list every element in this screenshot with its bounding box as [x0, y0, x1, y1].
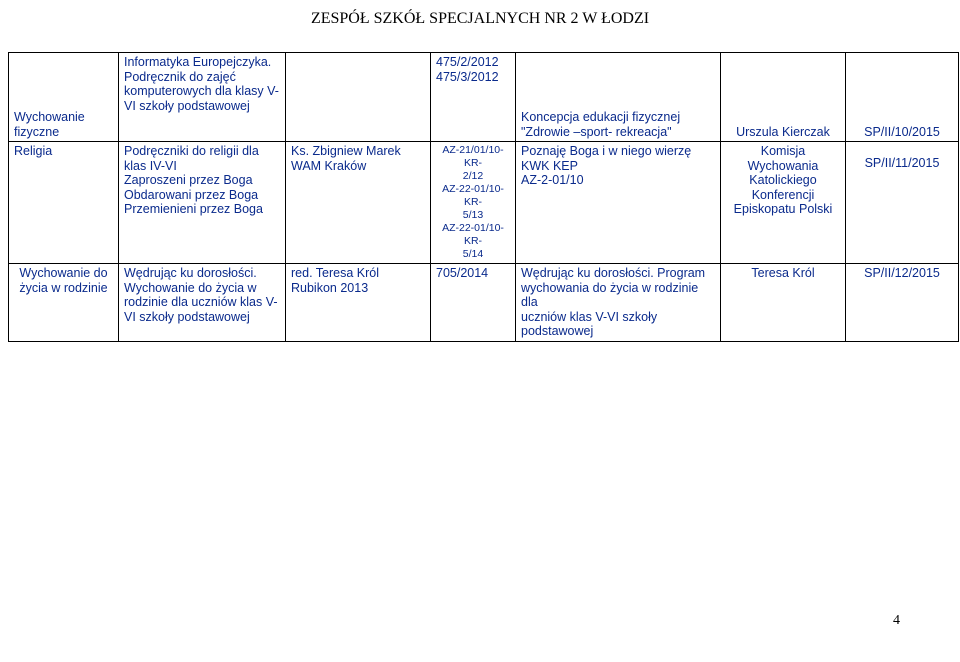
author-line: Rubikon 2013 [291, 280, 369, 295]
program-author-cell [721, 264, 846, 342]
program-cell [516, 142, 721, 264]
program-line: "Zdrowie –sport- rekreacja" [521, 124, 672, 139]
program-cell [516, 53, 721, 142]
approval-number: AZ-22-01/10-KR- [442, 183, 504, 208]
code-cell [846, 264, 959, 342]
program-author-line: Katolickiego [749, 173, 817, 187]
textbook-line: Wychowanie do życia w [124, 280, 257, 295]
table-row [9, 264, 959, 342]
approval-number: 2/12 [462, 170, 484, 182]
approval-number-cell [431, 53, 516, 142]
author-cell [286, 53, 431, 142]
program-line: uczniów klas V-VI szkoły [521, 309, 658, 324]
textbook-line: Informatyka Europejczyka. [124, 55, 272, 69]
code-cell [846, 142, 959, 264]
textbook-line: VI szkoły podstawowej [124, 309, 250, 324]
subject-line: Wychowanie do [19, 266, 108, 280]
program-author-cell [721, 53, 846, 142]
program-author: Teresa Król [751, 266, 815, 280]
textbook-line: komputerowych dla klasy V- [124, 84, 279, 98]
author-line: red. Teresa Król [291, 266, 380, 280]
textbook-line: VI szkoły podstawowej [124, 98, 250, 113]
textbook-line: Wędrując ku dorosłości. [124, 266, 257, 280]
approval-number: AZ-22-01/10-KR- [442, 222, 504, 247]
author-line: WAM Kraków [291, 158, 367, 173]
textbook-line: Podręcznik do zajęć [124, 69, 236, 84]
document-title: ZESPÓŁ SZKÓŁ SPECJALNYCH NR 2 W ŁODZI [310, 10, 650, 27]
approval-number: 705/2014 [436, 266, 489, 280]
program-author-line: Konferencji [751, 187, 815, 202]
approval-number: 475/2/2012 [436, 55, 499, 69]
program-line: Koncepcja edukacji fizycznej [521, 110, 681, 124]
textbook-line: Przemienieni przez Boga [124, 202, 263, 216]
textbook-cell [119, 53, 286, 142]
subject-cell [9, 142, 119, 264]
textbook-cell [119, 264, 286, 342]
author-cell [286, 142, 431, 264]
approval-number: AZ-21/01/10-KR- [442, 144, 504, 169]
program-code: SP/II/12/2015 [864, 266, 940, 280]
program-line: AZ-2-01/10 [521, 173, 584, 187]
program-line: podstawowej [521, 324, 594, 338]
textbook-line: Zaproszeni przez Boga [124, 173, 253, 187]
subject-line: życia w rodzinie [19, 280, 108, 295]
approval-number: 5/13 [462, 209, 484, 221]
approval-number-cell [431, 264, 516, 342]
program-code: SP/II/11/2015 [864, 156, 940, 170]
curriculum-table [8, 52, 959, 342]
program-author-cell [721, 142, 846, 264]
approval-number: 475/3/2012 [436, 69, 499, 84]
textbook-line: rodzinie dla uczniów klas V- [124, 295, 278, 309]
subject-cell [9, 53, 119, 142]
subject-label: Wychowanie fizyczne [14, 110, 85, 139]
approval-number: 5/14 [462, 248, 484, 260]
program-line: wychowania do życia w rodzinie dla [521, 280, 699, 309]
subject-cell [9, 264, 119, 342]
textbook-line: Podręczniki do religii dla [124, 144, 259, 158]
textbook-line: klas IV-VI [124, 158, 177, 173]
program-line: KWK KEP [521, 158, 578, 173]
approval-number-cell [431, 142, 516, 264]
textbook-cell [119, 142, 286, 264]
author-line: Ks. Zbigniew Marek [291, 144, 401, 158]
author-cell [286, 264, 431, 342]
program-author-line: Komisja Wychowania [747, 144, 819, 173]
program-line: Poznaję Boga i w niego wierzę [521, 144, 692, 158]
table-row [9, 142, 959, 264]
subject-label: Religia [14, 144, 53, 158]
program-cell [516, 264, 721, 342]
program-author-line: Episkopatu Polski [733, 202, 833, 216]
textbook-line: Obdarowani przez Boga [124, 187, 259, 202]
code-cell [846, 53, 959, 142]
program-line: Wędrując ku dorosłości. Program [521, 266, 706, 280]
program-code: SP/II/10/2015 [864, 124, 940, 139]
page-number: 4 [893, 613, 900, 628]
table-row [9, 53, 959, 142]
program-author: Urszula Kierczak [736, 124, 830, 139]
